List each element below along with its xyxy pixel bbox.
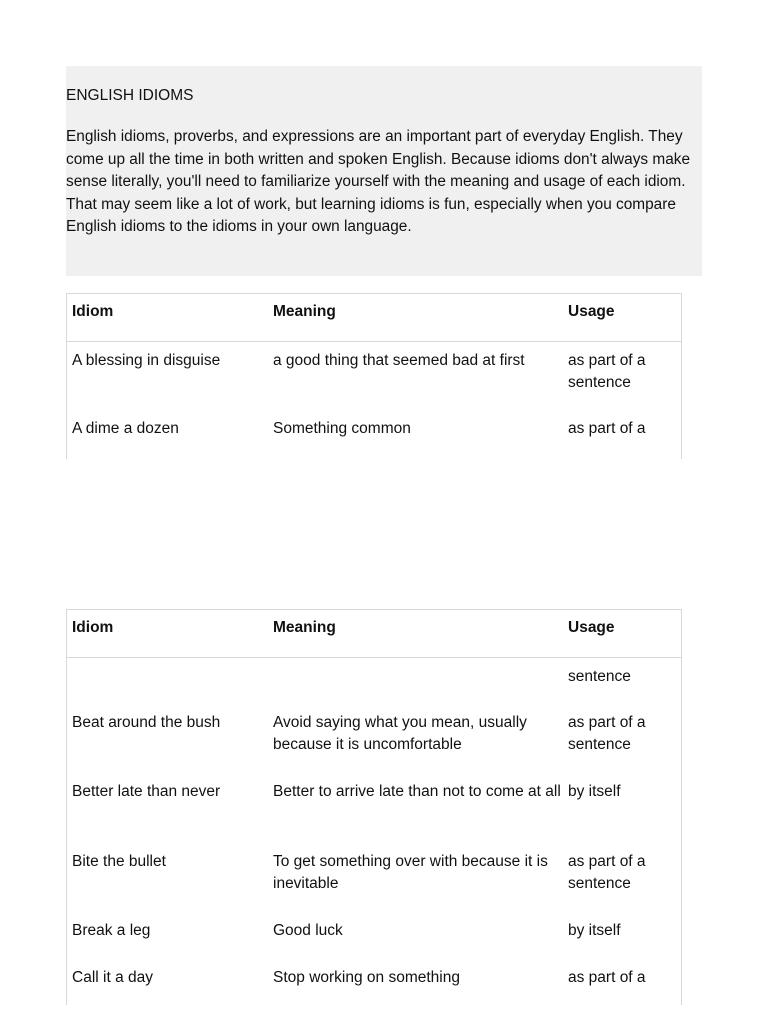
cell-usage: by itself [568,783,621,800]
intro-paragraph: English idioms, proverbs, and expressions are an important part of everyday English. They come up all the time in both written and spoken English. Because idioms don't always make sense literally, you'll need to familiarize yourself with the meaning and usage of each idiom. That may seem like a lot of work, but learning idioms is fun, especially when you compare English idioms to the idioms in your own language. [66,128,691,235]
cell-meaning: To get something over with because it is inevitable [273,853,548,892]
idioms-table-page-2 [66,609,682,1005]
cell-usage: by itself [568,922,621,939]
cell-meaning: Avoid saying what you mean, usually because it is uncomfortable [273,714,527,753]
document-title: ENGLISH IDIOMS [66,87,194,104]
cell-meaning: Something common [273,420,411,437]
column-header-meaning: Meaning [273,619,336,636]
cell-usage: as part of a sentence [568,714,646,753]
cell-usage: sentence [568,668,631,685]
table-row [67,704,681,773]
cell-meaning: a good thing that seemed bad at first [273,352,525,369]
cell-idiom: Bite the bullet [72,853,166,870]
cell-idiom: A dime a dozen [72,420,179,437]
cell-meaning: Stop working on something [273,969,460,986]
cell-idiom: Beat around the bush [72,714,221,731]
table-row [67,912,681,959]
table-row [67,342,681,410]
cell-usage: as part of a [568,969,646,986]
intro-section [66,66,702,276]
column-header-idiom: Idiom [72,303,114,320]
table-row [67,773,681,843]
table-row [67,959,681,1005]
cell-usage: as part of a sentence [568,352,646,391]
column-header-usage: Usage [568,303,615,320]
cell-usage: as part of a [568,420,646,437]
cell-idiom: Better late than never [72,783,221,800]
cell-usage: as part of a sentence [568,853,646,892]
cell-meaning: Good luck [273,922,343,939]
table-row [67,843,681,912]
table-header [67,294,681,342]
cell-idiom: Call it a day [72,969,153,986]
table-header [67,610,681,658]
table-row [67,658,681,704]
column-header-idiom: Idiom [72,619,114,636]
cell-meaning: Better to arrive late than not to come at all [273,783,561,800]
table-row [67,410,681,459]
column-header-meaning: Meaning [273,303,336,320]
cell-idiom: A blessing in disguise [72,352,221,369]
cell-idiom: Break a leg [72,922,151,939]
column-header-usage: Usage [568,619,615,636]
idioms-table-page-1 [66,293,682,459]
